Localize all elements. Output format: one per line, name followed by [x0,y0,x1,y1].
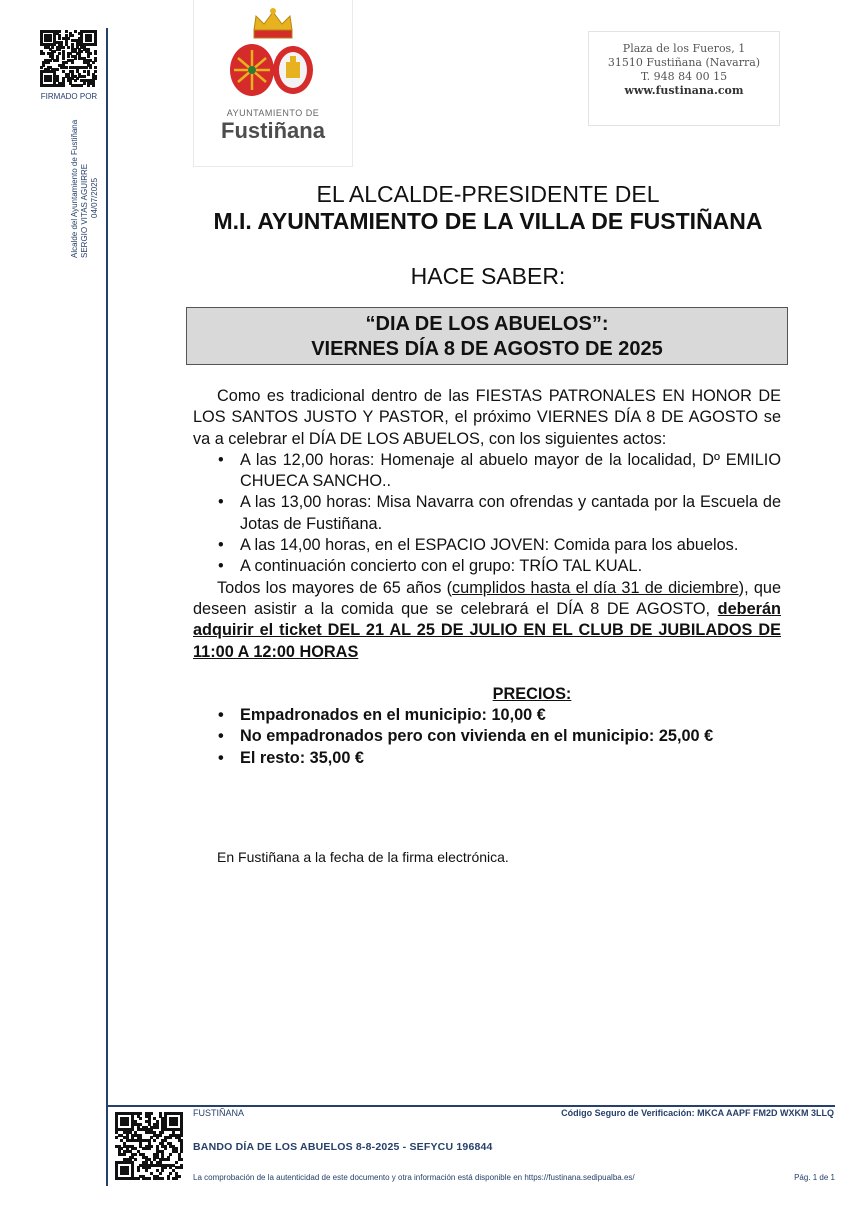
qr-module [137,1177,140,1180]
signature-vertical [70,120,100,258]
qr-module [180,1150,183,1153]
qr-module [180,1158,183,1161]
signer-role: Alcalde del Ayuntamiento de Fustiñana [70,119,79,258]
qr-module [92,84,95,87]
qr-module [89,39,92,42]
qr-module [175,1177,178,1180]
qr-module [71,61,74,64]
qr-module [87,73,90,76]
footer-divider [108,1105,835,1107]
qr-module [164,1166,167,1169]
qr-module [94,66,97,69]
qr-module [67,46,70,49]
qr-module [126,1172,129,1175]
qr-module [161,1131,164,1134]
qr-module [62,84,65,87]
mayores-text-a: Todos los mayores de 65 años ( [217,578,453,597]
qr-module [58,48,61,51]
qr-module [139,1117,142,1120]
address-phone: T. 948 84 00 15 [640,70,728,83]
qr-module [164,1147,167,1150]
qr-module [169,1136,172,1139]
qr-module [83,75,86,78]
signed-date: 04/07/2025 [90,177,99,218]
footer-verify: La comprobación de la autenticidad de este documento y otra información está disponible en https://fustinana.sedipualba.es/ [193,1173,635,1182]
precios-title: PRECIOS: [492,684,572,703]
qr-module [156,1126,159,1129]
address-street: Plaza de los Fueros, 1 [622,42,746,55]
list-item: • El resto: 35,00 € [193,748,781,769]
qr-module [67,55,70,58]
address-city: 31510 Fustiñana (Navarra) [607,56,761,69]
list-item: • A las 14,00 horas, en el ESPACIO JOVEN: Comida para los abuelos. [193,535,781,556]
qr-module [49,79,52,82]
closing-line: En Fustiñana a la fecha de la firma electrónica. [217,849,509,865]
qr-module [153,1139,156,1142]
qr-module [167,1158,170,1161]
qr-module [159,1134,162,1137]
event-banner [186,307,788,365]
qr-module [175,1161,178,1164]
qr-module [159,1172,162,1175]
qr-module [156,1136,159,1139]
banner-title: “DIA DE LOS ABUELOS”: [365,313,609,335]
qr-module [178,1175,181,1178]
qr-code-icon [115,1112,183,1180]
qr-module [150,1112,153,1115]
qr-module [175,1123,178,1126]
qr-module [74,30,77,33]
qr-module [94,43,97,46]
qr-module [47,61,50,64]
qr-module [134,1153,137,1156]
list-item: • A continuación concierto con el grupo: TRÍO TAL KUAL. [193,556,781,577]
signer-name: SERGIO VITAS AGUIRRE [80,163,89,258]
list-item: • Empadronados en el municipio: 10,00 € [193,705,781,726]
footer-entity: FUSTIÑANA [193,1108,245,1118]
qr-module [74,79,77,82]
footer-doc-title: BANDO DÍA DE LOS ABUELOS 8-8-2025 - SEFYCU 196844 [193,1141,493,1153]
qr-module [87,84,90,87]
town-logo [193,0,353,167]
firmado-por-label: FIRMADO POR [40,92,98,101]
qr-code-icon [40,30,96,86]
logo-wordmark: Fustiñana [221,118,325,143]
ticket-notice: deberán adquirir el ticket DEL 21 AL 25 DE JULIO EN EL CLUB DE JUBILADOS DE 11:00 A 12:00 HORAS [193,599,781,661]
qr-module [58,37,61,40]
qr-module [80,84,83,87]
qr-module [56,59,59,62]
qr-module [87,55,90,58]
qr-module [94,52,97,55]
footer-csv: Código Seguro de Verificación: MKCA AAPF FM2D WXKM 3LLQ [561,1108,834,1118]
list-item: • No empadronados pero con vivienda en el municipio: 25,00 € [193,726,781,747]
qr-module [115,1136,118,1139]
document-body [193,386,781,769]
acts-list [193,450,781,578]
qr-module [62,46,65,49]
intro-paragraph: Como es tradicional dentro de las FIESTAS PATRONALES EN HONOR DE LOS SANTOS JUSTO Y PASTOR, el próximo VIERNES DÍA 8 DE AGOSTO se va a celebrar el DÍA DE LOS ABUELOS, con los siguientes actos: [193,387,781,448]
precios-list [193,705,781,769]
coat-of-arms-icon [194,0,352,106]
list-item: • A las 13,00 horas: Misa Navarra con ofrendas y cantada por la Escuela de Jotas de Fustiñana. [193,492,781,535]
mayores-underlined: cumplidos hasta el día 31 de diciembre [452,578,739,597]
qr-module [83,70,86,73]
qr-module [167,1177,170,1180]
footer-page: Pág. 1 de 1 [794,1173,835,1182]
qr-module [148,1147,151,1150]
qr-module [148,1166,151,1169]
qr-module [65,66,68,69]
hace-saber: HACE SABER: [410,263,566,289]
mayores-text-b: ), que deseen asistir a la comida que se celebrará el DÍA 8 DE AGOSTO, [193,578,781,618]
banner-date: VIERNES DÍA 8 DE AGOSTO DE 2025 [311,338,663,360]
logo-caption: AYUNTAMIENTO DE [226,108,320,118]
qr-module [62,57,65,60]
qr-module [148,1177,151,1180]
qr-module [137,1169,140,1172]
qr-module [89,66,92,69]
qr-module [42,52,45,55]
address-box [588,31,780,126]
qr-module [65,30,68,33]
qr-module [139,1112,142,1115]
qr-module [169,1172,172,1175]
address-web: www.fustinana.com [624,84,744,97]
list-item: • A las 12,00 horas: Homenaje al abuelo mayor de la localidad, Dº EMILIO CHUECA SANCHO.. [193,450,781,493]
qr-module [85,66,88,69]
qr-module [134,1158,137,1161]
qr-module [161,1169,164,1172]
qr-module [49,39,52,42]
heading-line2: M.I. AYUNTAMIENTO DE LA VILLA DE FUSTIÑANA [213,208,763,234]
qr-module [126,1123,129,1126]
qr-module [150,1145,153,1148]
qr-module [169,1153,172,1156]
qr-module [145,1169,148,1172]
qr-module [180,1166,183,1169]
qr-module [71,34,74,37]
qr-module [180,1134,183,1137]
qr-module [40,66,43,69]
mayores-paragraph [193,578,781,663]
qr-module [161,1177,164,1180]
qr-module [123,1153,126,1156]
heading-line1: EL ALCALDE-PRESIDENTE DEL [316,181,660,207]
